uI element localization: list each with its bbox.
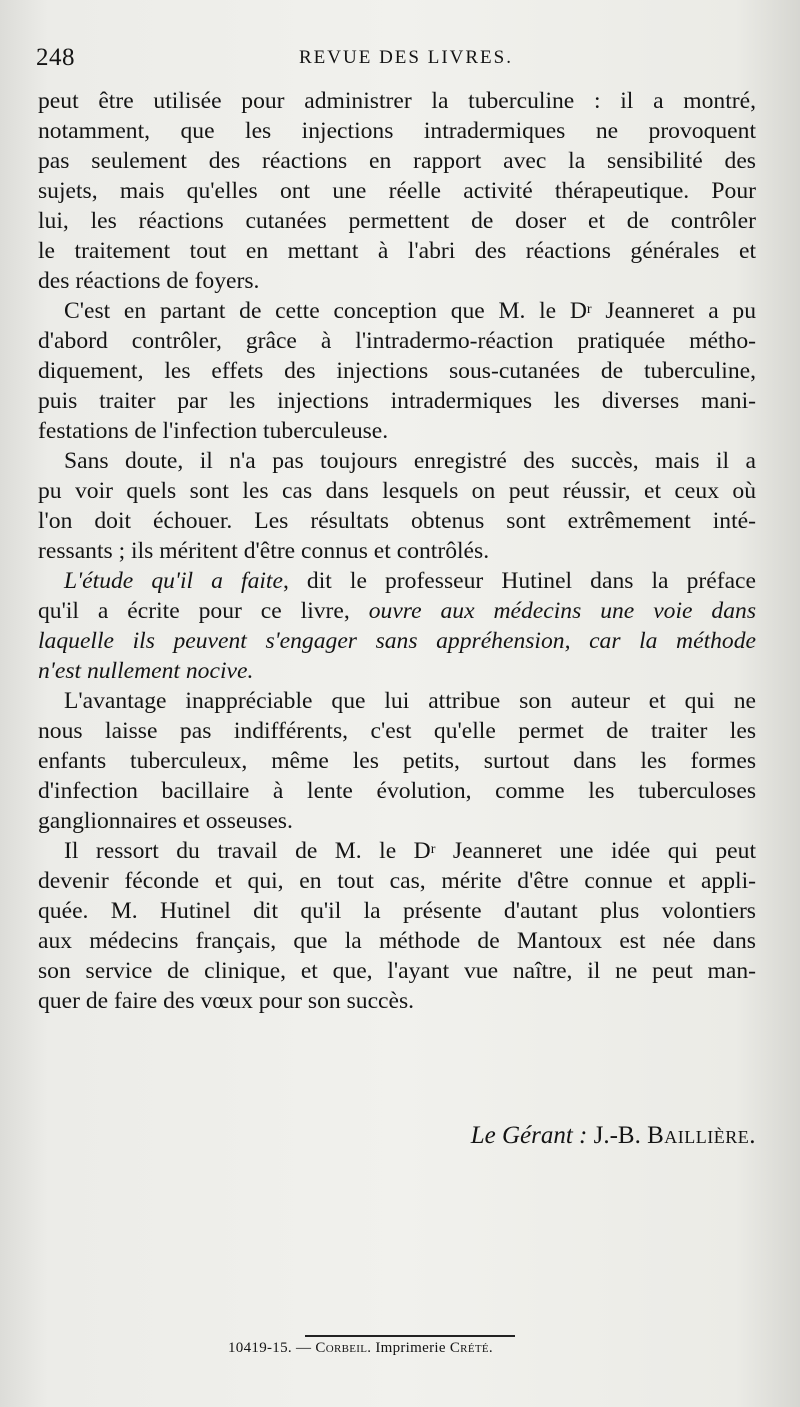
signature <box>471 1122 756 1150</box>
text-line: n'est nullement nocive. <box>38 658 254 684</box>
text-line: pas seulement des réactions en rapport avec la sensibilité des <box>38 148 756 174</box>
imprint-printer-name: Crété. <box>449 1340 493 1356</box>
text-line: diquement, les effets des injections sous-cutanées de tuberculine, <box>38 358 756 384</box>
text-segment: Jeanneret une idée qui peut <box>435 838 756 864</box>
text-line: sujets, mais qu'elles ont une réelle activité thérapeutique. Pour <box>38 178 756 204</box>
text-line: aux médecins français, que la méthode de Mantoux est née dans <box>38 928 756 954</box>
text-line: festations de l'infection tuberculeuse. <box>38 418 389 444</box>
text-segment: Jeanneret a pu <box>591 298 756 324</box>
text-line: ganglionnaires et osseuses. <box>38 808 293 834</box>
imprint-code: 10419-15. <box>228 1340 292 1356</box>
text-line: lui, les réactions cutanées permettent de doser et de contrôler <box>38 208 756 234</box>
page-number: 248 <box>36 44 75 71</box>
text-line: d'abord contrôler, grâce à l'intradermo-réaction pratiquée métho- <box>38 328 756 354</box>
text-line: le traitement tout en mettant à l'abri des réactions générales et <box>38 238 756 264</box>
text-line: Sans doute, il n'a pas toujours enregistré des succès, mais il a <box>64 448 756 474</box>
imprint-city: Corbeil. <box>315 1340 372 1356</box>
text-line: d'infection bacillaire à lente évolution, comme les tuberculoses <box>38 778 756 804</box>
imprint-dash: — <box>296 1340 312 1356</box>
footer-rule <box>305 1335 515 1337</box>
superscript: r <box>430 841 436 857</box>
page-header <box>36 44 756 74</box>
text-line: peut être utilisée pour administrer la tuberculine : il a montré, <box>38 88 756 114</box>
text-segment: C'est en partant de cette conception que M. le D <box>64 298 587 324</box>
superscript: r <box>586 301 592 317</box>
text-line: pu voir quels sont les cas dans lesquels on peut réussir, et ceux où <box>38 478 756 504</box>
text-line <box>38 836 756 866</box>
running-title: REVUE DES LIVRES. <box>299 47 513 68</box>
text-line: L'avantage inappréciable que lui attribue son auteur et qui ne <box>64 688 756 714</box>
printer-imprint <box>228 1340 493 1357</box>
text-line: devenir féconde et qui, en tout cas, mérite d'être connue et appli- <box>38 868 756 894</box>
text-line: ressants ; ils méritent d'être connus et contrôlés. <box>38 538 490 564</box>
text-line: puis traiter par les injections intradermiques les diverses mani- <box>38 388 756 414</box>
text-segment: , dit le professeur Hutinel dans la préface <box>282 568 756 594</box>
imprint-printer: Imprimerie <box>375 1340 446 1356</box>
body-text <box>38 86 756 1016</box>
text-line: quée. M. Hutinel dit qu'il la présente d'autant plus volontiers <box>38 898 756 924</box>
text-line: des réactions de foyers. <box>38 268 260 294</box>
text-line: enfants tuberculeux, même les petits, surtout dans les formes <box>38 748 756 774</box>
signature-label: Le Gérant : <box>470 1122 588 1149</box>
text-line: notamment, que les injections intradermiques ne provoquent <box>38 118 756 144</box>
text-line <box>38 596 756 626</box>
text-line: laquelle ils peuvent s'engager sans appréhension, car la méthode <box>38 628 756 654</box>
text-line: l'on doit échouer. Les résultats obtenus sont extrêmement inté- <box>38 508 756 534</box>
text-line: quer de faire des vœux pour son succès. <box>38 988 415 1014</box>
signature-initials: J.-B. <box>593 1122 641 1149</box>
text-line <box>38 566 756 596</box>
text-line <box>38 296 756 326</box>
italic-segment: ouvre aux médecins une voie dans <box>368 598 756 624</box>
signature-surname: Baillière. <box>647 1122 756 1149</box>
text-line: nous laisse pas indifférents, c'est qu'elle permet de traiter les <box>38 718 756 744</box>
text-line: son service de clinique, et que, l'ayant vue naître, il ne peut man- <box>38 958 756 984</box>
text-segment: Il ressort du travail de M. le D <box>64 838 431 864</box>
italic-segment: L'étude qu'il a faite <box>64 568 283 594</box>
text-segment: qu'il a écrite pour ce livre, <box>38 598 369 624</box>
